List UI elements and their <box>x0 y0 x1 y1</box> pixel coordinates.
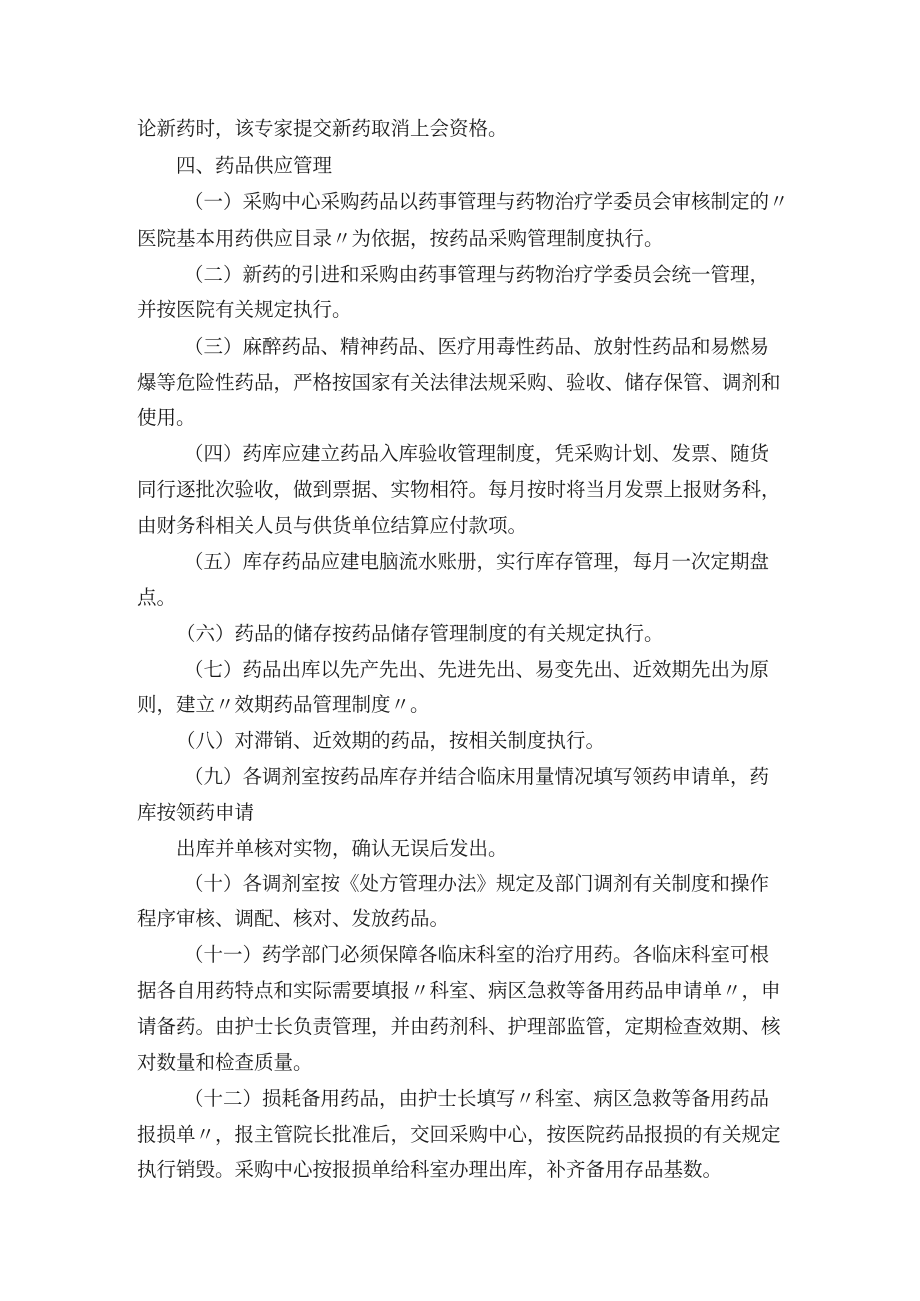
text-line: （十一）药学部门必须保障各临床科室的治疗用药。各临床科室可根 <box>184 943 770 966</box>
text-line: 出库并单核对实物，确认无误后发出。 <box>176 837 508 860</box>
text-line: 爆等危险性药品，严格按国家有关法律法规采购、验收、储存保管、调剂和 <box>137 371 781 394</box>
text-line: 同行逐批次验收，做到票据、实物相符。每月按时将当月发票上报财务科， <box>137 478 781 501</box>
text-line: （七）药品出库以先产先出、先进先出、易变先出、近效期先出为原 <box>184 658 770 681</box>
text-line: （十二）损耗备用药品，由护士长填写〃科室、病区急救等备用药品 <box>184 1087 770 1110</box>
text-line: （九）各调剂室按药品库存并结合临床用量情况填写领药申请单，药 <box>184 765 770 788</box>
text-line: 程序审核、调配、核对、发放药品。 <box>137 907 450 930</box>
text-line: （三）麻醉药品、精神药品、医疗用毒性药品、放射性药品和易燃易 <box>184 335 770 358</box>
text-line: （二）新药的引进和采购由药事管理与药物治疗学委员会统一管理， <box>184 263 770 286</box>
text-line: 由财务科相关人员与供货单位结算应付款项。 <box>137 514 528 537</box>
text-line: 对数量和检查质量。 <box>137 1051 313 1074</box>
text-line: 使用。 <box>137 406 196 429</box>
text-line: 并按医院有关规定执行。 <box>137 298 352 321</box>
text-line: 点。 <box>137 586 177 609</box>
text-line: （一）采购中心采购药品以药事管理与药物治疗学委员会审核制定的〃 <box>184 190 789 213</box>
text-line: 请备药。由护士长负责管理，并由药剂科、护理部监管，定期检查效期、核 <box>137 1015 781 1038</box>
text-line: 据各自用药特点和实际需要填报〃科室、病区急救等备用药品申请单〃，申 <box>137 979 781 1002</box>
text-line: （八）对滞销、近效期的药品，按相关制度执行。 <box>176 729 606 752</box>
text-line: 医院基本用药供应目录〃为依据，按药品采购管理制度执行。 <box>137 227 664 250</box>
text-line: （六）药品的储存按药品储存管理制度的有关规定执行。 <box>176 622 664 645</box>
text-line: 报损单〃，报主管院长批准后，交回采购中心，按医院药品报损的有关规定 <box>137 1123 781 1146</box>
text-line: 执行销毁。采购中心按报损单给科室办理出库，补齐备用存品基数。 <box>137 1158 723 1181</box>
text-line: 库按领药申请 <box>137 801 255 824</box>
text-line: 则，建立〃效期药品管理制度〃。 <box>137 693 430 716</box>
text-line: （五）库存药品应建电脑流水账册，实行库存管理，每月一次定期盘 <box>184 550 770 573</box>
text-line: （十）各调剂室按《处方管理办法》规定及部门调剂有关制度和操作 <box>184 872 770 895</box>
text-line: （四）药库应建立药品入库验收管理制度，凭采购计划、发票、随货 <box>184 442 770 465</box>
section-heading: 四、药品供应管理 <box>176 154 333 177</box>
text-line: 论新药时，该专家提交新药取消上会资格。 <box>137 117 508 140</box>
